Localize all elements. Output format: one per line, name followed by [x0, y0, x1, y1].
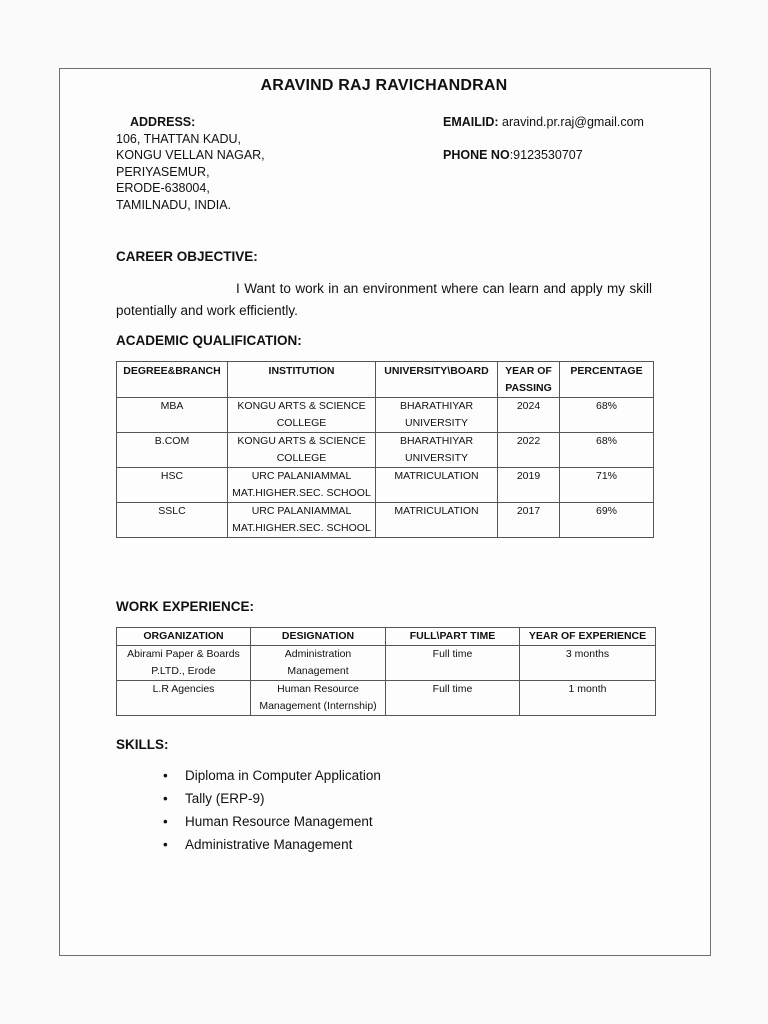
bullet-icon: • — [163, 768, 168, 783]
table-cell: 1 month — [520, 681, 656, 716]
bullet-icon: • — [163, 837, 168, 852]
address-label: ADDRESS: — [130, 115, 196, 129]
table-cell: Full time — [386, 646, 520, 681]
list-item — [163, 787, 381, 810]
candidate-name: ARAVIND RAJ RAVICHANDRAN — [260, 77, 508, 94]
table-row — [117, 646, 656, 681]
table-cell: 2022 — [498, 433, 560, 468]
list-item — [163, 833, 381, 856]
table-cell: 71% — [560, 468, 654, 503]
table-row — [117, 681, 656, 716]
column-header: FULL\PART TIME — [386, 628, 520, 646]
table-cell: 68% — [560, 398, 654, 433]
column-header: YEAR OF EXPERIENCE — [520, 628, 656, 646]
table-row — [117, 503, 654, 538]
table-cell: Administration Management — [251, 646, 386, 681]
skill-text: Diploma in Computer Application — [185, 768, 381, 783]
table-cell: 69% — [560, 503, 654, 538]
column-header: ORGANIZATION — [117, 628, 251, 646]
academic-heading: ACADEMIC QUALIFICATION: — [116, 333, 302, 348]
table-cell: 68% — [560, 433, 654, 468]
address-line: PERIYASEMUR, — [116, 164, 210, 179]
table-cell: 3 months — [520, 646, 656, 681]
table-header-row — [117, 628, 656, 646]
skills-list — [163, 764, 381, 856]
column-header: UNIVERSITY\BOARD — [376, 362, 498, 398]
work-experience-heading: WORK EXPERIENCE: — [116, 599, 255, 614]
table-cell: MATRICULATION — [376, 468, 498, 503]
table-cell: BHARATHIYAR UNIVERSITY — [376, 433, 498, 468]
table-cell: URC PALANIAMMAL MAT.HIGHER.SEC. SCHOOL — [228, 503, 376, 538]
table-cell: 2019 — [498, 468, 560, 503]
career-objective-text — [116, 278, 652, 322]
table-cell: L.R Agencies — [117, 681, 251, 716]
column-header: PERCENTAGE — [560, 362, 654, 398]
table-cell: KONGU ARTS & SCIENCE COLLEGE — [228, 398, 376, 433]
list-item — [163, 764, 381, 787]
table-header-row — [117, 362, 654, 398]
phone-row — [443, 147, 644, 164]
table-cell: 2024 — [498, 398, 560, 433]
table-cell: SSLC — [117, 503, 228, 538]
table-cell: KONGU ARTS & SCIENCE COLLEGE — [228, 433, 376, 468]
table-cell: HSC — [117, 468, 228, 503]
table-row — [117, 433, 654, 468]
objective-body: I Want to work in an environment where can learn and apply my skill potentially and work efficiently. — [116, 281, 652, 318]
academic-table — [116, 361, 654, 538]
table-cell: 2017 — [498, 503, 560, 538]
table-cell: Abirami Paper & Boards P.LTD., Erode — [117, 646, 251, 681]
contact-block — [443, 114, 644, 164]
skills-heading: SKILLS: — [116, 737, 169, 752]
address-block — [116, 114, 265, 214]
table-cell: Human Resource Management (Internship) — [251, 681, 386, 716]
table-row — [117, 468, 654, 503]
table-cell: MBA — [117, 398, 228, 433]
address-line: TAMILNADU, INDIA. — [116, 197, 232, 212]
column-header: INSTITUTION — [228, 362, 376, 398]
table-cell: BHARATHIYAR UNIVERSITY — [376, 398, 498, 433]
table-cell: MATRICULATION — [376, 503, 498, 538]
address-line: 106, THATTAN KADU, — [116, 131, 242, 146]
address-line: KONGU VELLAN NAGAR, — [116, 148, 265, 163]
skill-text: Tally (ERP-9) — [185, 791, 265, 806]
career-objective-heading: CAREER OBJECTIVE: — [116, 249, 258, 264]
table-cell: B.COM — [117, 433, 228, 468]
bullet-icon: • — [163, 791, 168, 806]
table-cell: Full time — [386, 681, 520, 716]
table-row — [117, 398, 654, 433]
column-header: DESIGNATION — [251, 628, 386, 646]
email-value: aravind.pr.raj@gmail.com — [498, 115, 644, 129]
email-row — [443, 114, 644, 131]
phone-label: PHONE NO — [443, 148, 510, 163]
list-item — [163, 810, 381, 833]
table-cell: URC PALANIAMMAL MAT.HIGHER.SEC. SCHOOL — [228, 468, 376, 503]
column-header: YEAR OF PASSING — [498, 362, 560, 398]
skill-text: Human Resource Management — [185, 814, 373, 829]
work-experience-table — [116, 627, 656, 716]
address-line: ERODE-638004, — [116, 181, 210, 196]
skill-text: Administrative Management — [185, 837, 353, 852]
email-label: EMAILID: — [443, 115, 499, 129]
column-header: DEGREE&BRANCH — [117, 362, 228, 398]
phone-value: :9123530707 — [509, 148, 583, 163]
bullet-icon: • — [163, 814, 168, 829]
